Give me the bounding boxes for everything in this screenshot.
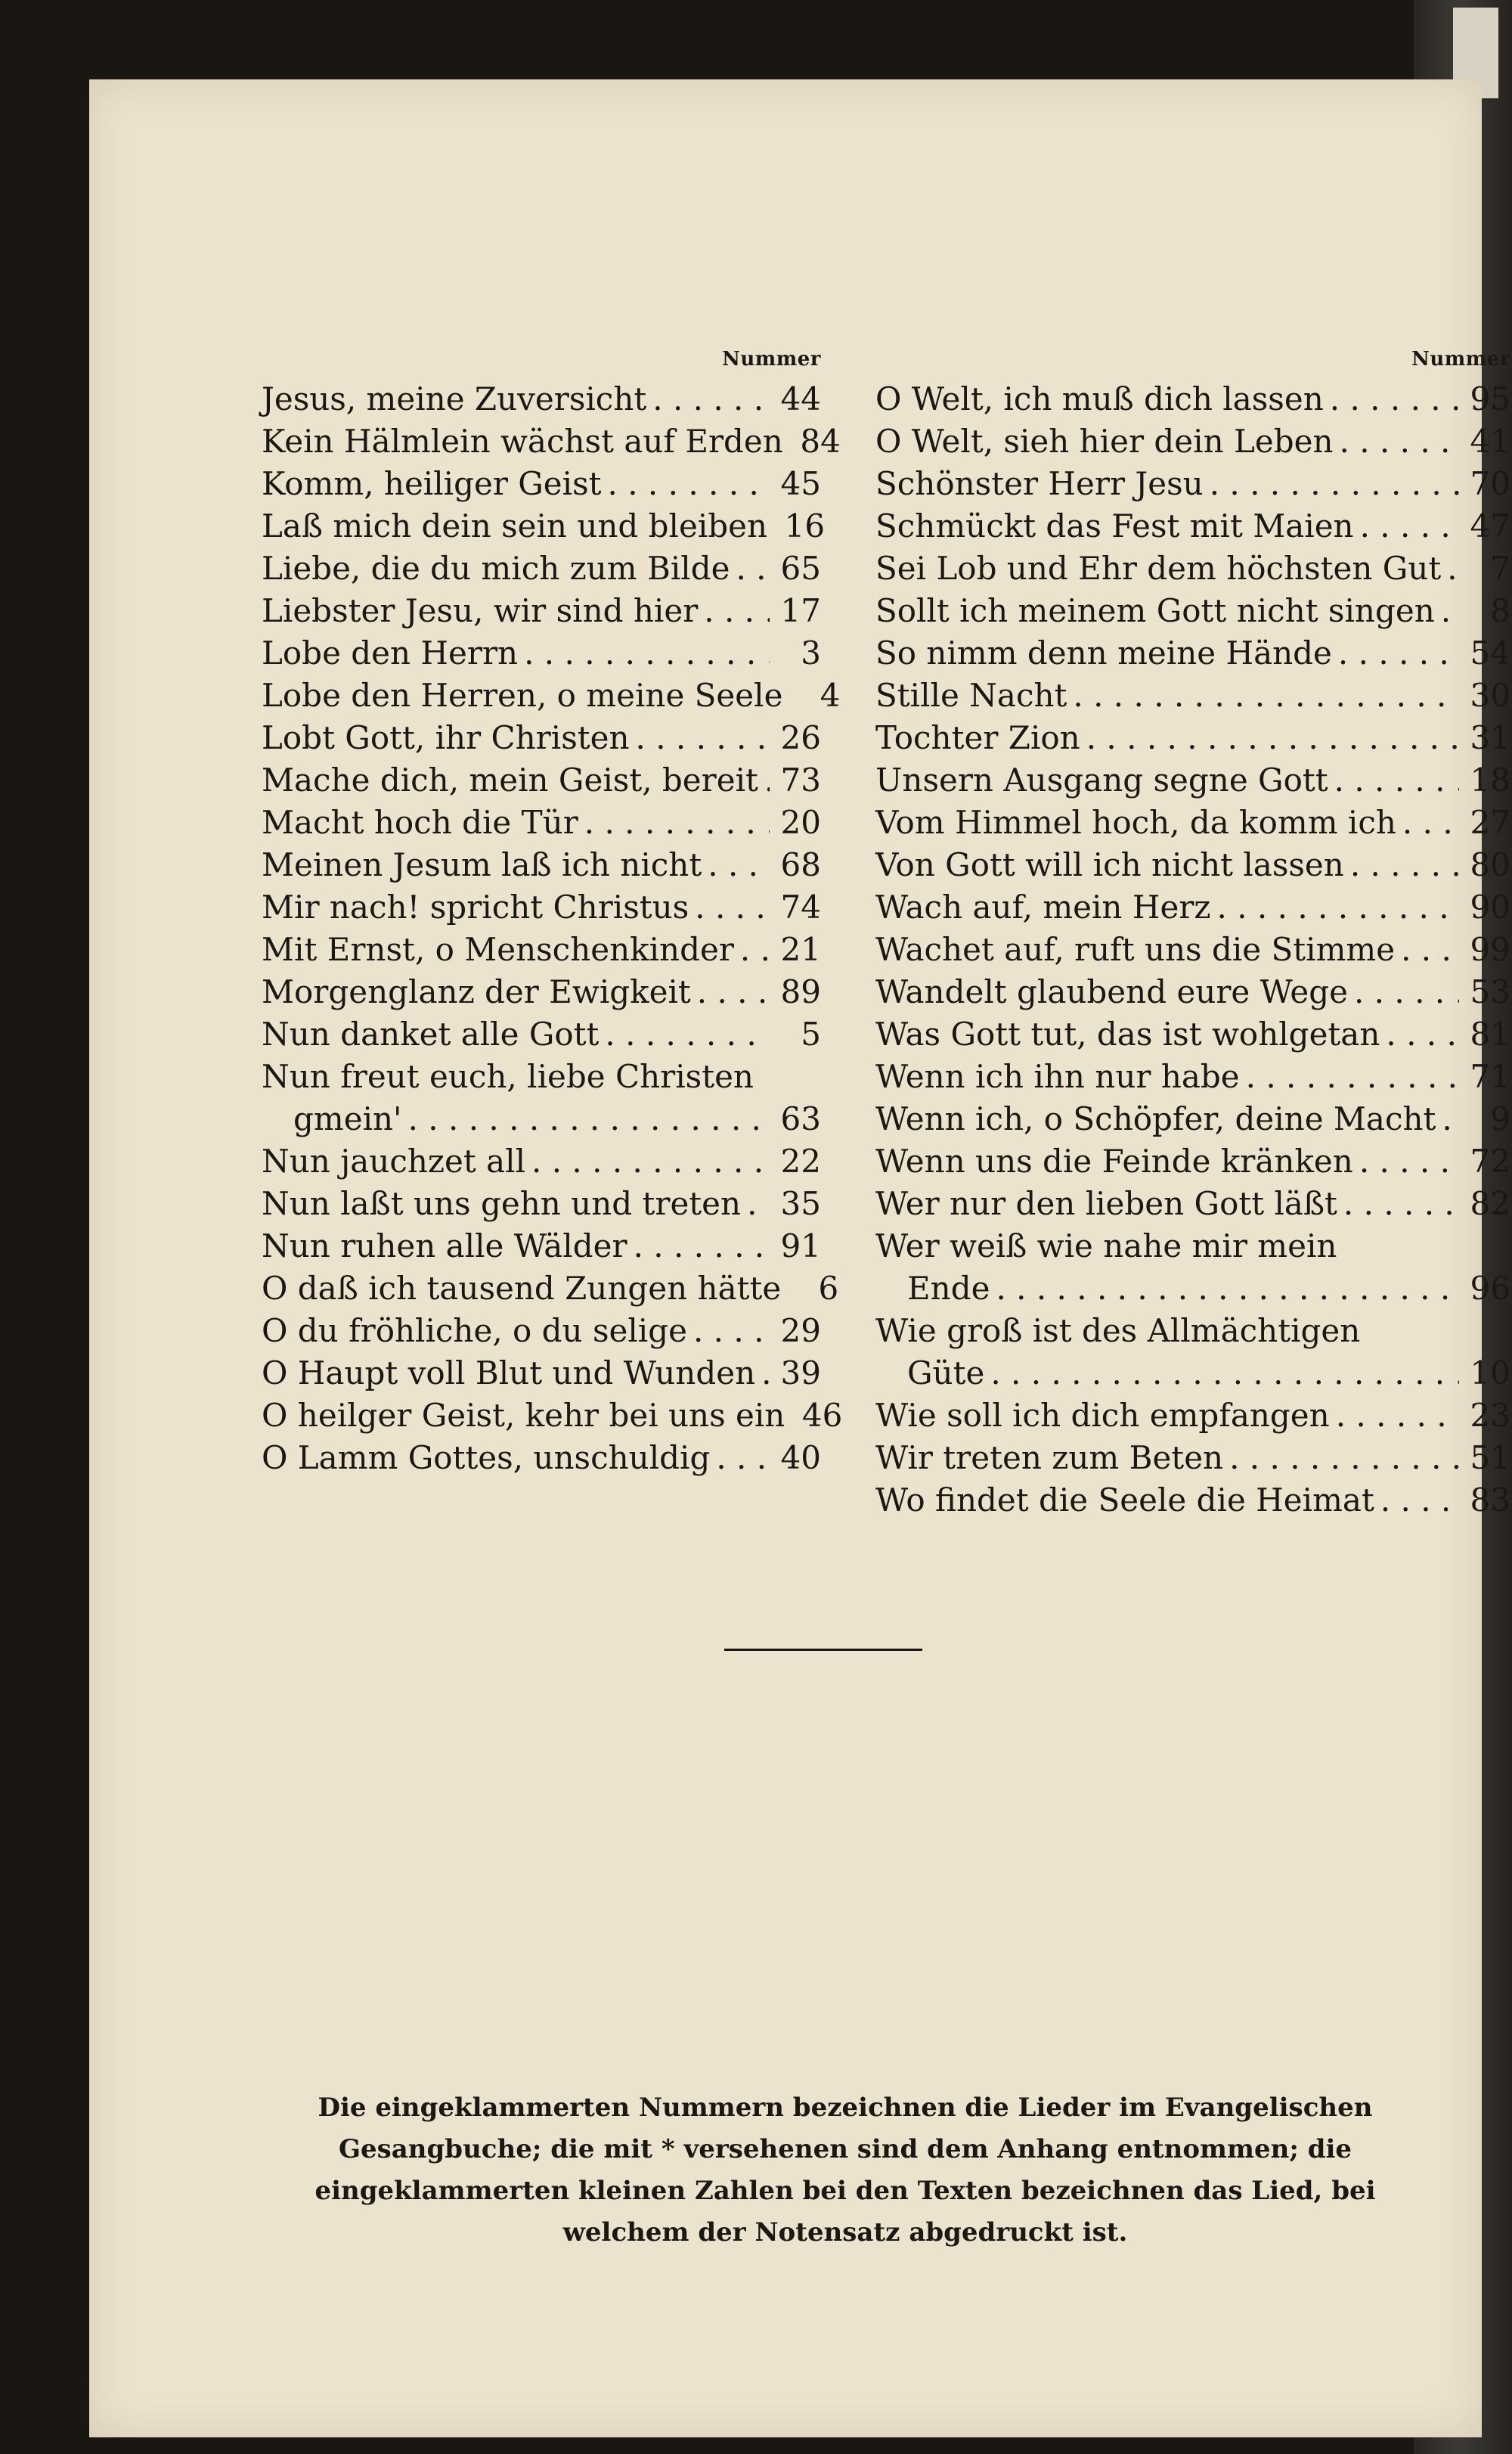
entry-title: Jesus, meine Zuversicht [262,380,647,417]
index-entry [262,929,821,971]
index-entry [262,1225,821,1267]
index-entry [875,759,1510,802]
index-entry [262,1140,821,1183]
index-entry [875,505,1510,548]
leader-dots [1210,463,1459,505]
entry-title: O Welt, sieh hier dein Leben [875,423,1334,460]
entry-title: Kein Hälmlein wächst auf Erden [262,423,783,460]
entry-number: 84 [800,423,841,460]
index-entry [875,1098,1510,1140]
entry-title: Wenn uns die Feinde kränken [875,1143,1353,1180]
entry-number: 95 [1470,380,1510,417]
entry-number: 17 [780,592,821,629]
index-entry [875,1479,1510,1522]
entry-title: Mir nach! spricht Christus [262,889,689,926]
entry-title: Nun ruhen alle Wälder [262,1227,627,1264]
entry-title: Schmückt das Fest mit Maien [875,507,1354,544]
leader-dots [704,590,770,632]
leader-dots [695,886,770,929]
entry-title: Unsern Ausgang segne Gott [875,762,1328,799]
entry-title: Liebster Jesu, wir sind hier [262,592,699,629]
entry-title: Wo findet die Seele die Heimat [875,1481,1374,1519]
entry-number: 4 [820,677,841,714]
entry-number: 83 [1470,1481,1510,1519]
leader-dots [1360,505,1459,548]
entry-title: Wenn ich ihn nur habe [875,1058,1240,1095]
index-entry [262,675,841,717]
leader-dots [1402,802,1459,844]
entry-number: 6 [818,1270,839,1307]
entry-title: O Haupt voll Blut und Wunden [262,1354,756,1391]
entry-number: 44 [780,380,821,417]
index-entry [875,717,1510,759]
leader-dots [990,1352,1459,1395]
index-entry [875,1056,1510,1098]
entry-title: Vom Himmel hoch, da komm ich [875,804,1396,841]
index-entry [875,1183,1510,1225]
entry-title: Wir treten zum Beten [875,1439,1224,1476]
index-entry [262,1352,821,1395]
entry-number: 63 [780,1100,821,1137]
entry-number: 18 [1470,762,1510,799]
entry-number: 30 [1470,677,1510,714]
index-entry [262,505,826,548]
entry-number: 74 [780,889,821,926]
index-entry [262,463,821,505]
entry-title: Wer weiß wie nahe mir mein [875,1227,1337,1264]
entry-title: Nun freut euch, liebe Christen [262,1058,754,1095]
entry-number: 71 [1470,1058,1510,1095]
entry-number: 54 [1470,634,1510,672]
leader-dots [697,971,770,1013]
leader-dots [1350,844,1459,886]
index-entry [875,1395,1510,1437]
leader-dots [747,1183,770,1225]
index-entry [875,590,1510,632]
entry-number: 80 [1470,846,1510,883]
index-entry [262,1310,821,1352]
entry-number: 53 [1470,973,1510,1010]
separator-rule [724,1649,922,1651]
leader-dots [605,1013,770,1056]
entry-number: 22 [780,1143,821,1180]
index-entry [262,420,841,463]
entry-title: Macht hoch die Tür [262,804,578,841]
leader-dots [996,1267,1459,1310]
entry-title: O heilger Geist, kehr bei uns ein [262,1397,785,1434]
entry-number: 90 [1470,889,1510,926]
index-entry-continuation [875,1352,1510,1395]
leader-dots [1401,929,1459,971]
index-entry [875,632,1510,675]
leader-dots [1229,1437,1459,1479]
index-entry [875,929,1510,971]
index-entry [875,844,1510,886]
index-entry [262,1013,821,1056]
index-entry [875,420,1510,463]
index-entry-continuation [875,1267,1510,1310]
entry-title: Was Gott tut, das ist wohlgetan [875,1016,1380,1053]
entry-title: Wachet auf, ruft uns die Stimme [875,931,1396,968]
entry-title-continuation: Ende [907,1270,990,1307]
entry-number: 41 [1470,423,1510,460]
entry-number: 73 [780,762,821,799]
index-entry [262,1183,821,1225]
entry-title: Mit Ernst, o Menschenkinder [262,931,734,968]
entry-number: 45 [780,465,821,502]
index-entry [262,1395,843,1437]
entry-title: Liebe, die du mich zum Bilde [262,550,730,587]
index-entry [875,802,1510,844]
entry-number: 91 [780,1227,821,1264]
leader-dots [761,1352,770,1395]
entry-number: 5 [801,1016,821,1053]
leader-dots [1441,590,1459,632]
entry-number: 96 [1470,1270,1510,1307]
entry-title-continuation: Güte [907,1354,985,1391]
leader-dots [1073,675,1459,717]
entry-title: Tochter Zion [875,719,1080,756]
column-header-left: Nummer [722,348,821,371]
index-entry [262,1437,821,1479]
entry-title: O Welt, ich muß dich lassen [875,380,1324,417]
entry-number: 20 [780,804,821,841]
index-entry [262,844,821,886]
entry-number: 68 [780,846,821,883]
index-entry [262,802,821,844]
footnote: Die eingeklammerten Nummern bezeichnen die Lieder im Evangelischen Gesangbuche; die mit * versehenen sind dem Anhang entnommen; die eingeklammerten kleinen Zahlen bei den Texten bezeichnen das Lied, bei welchem der Notensatz abgedruckt ist. [314,2093,1376,2248]
entry-title: Wie groß ist des Allmächtigen [875,1312,1361,1349]
entry-title: Sollt ich meinem Gott nicht singen [875,592,1435,629]
entry-title: O Lamm Gottes, unschuldig [262,1439,711,1476]
entry-number: 10 [1470,1354,1510,1391]
leader-dots [693,1310,770,1352]
index-entry [262,759,821,802]
entry-number: 70 [1470,465,1510,502]
index-entry [262,1056,821,1098]
entry-title: Nun jauchzet all [262,1143,526,1180]
index-entry [875,463,1510,505]
entry-title: Lobe den Herren, o meine Seele [262,677,783,714]
entry-number: 99 [1470,931,1510,968]
leader-dots [1334,759,1459,802]
leader-dots [636,717,770,759]
leader-dots [1442,1098,1459,1140]
index-entry [875,1140,1510,1183]
leader-dots [1338,632,1459,675]
entry-number: 16 [784,507,826,544]
entry-title: Wenn ich, o Schöpfer, deine Macht [875,1100,1436,1137]
entry-number: 21 [780,931,821,968]
leader-dots [708,844,770,886]
entry-title: Wandelt glaubend eure Wege [875,973,1348,1010]
leader-dots [1330,378,1459,420]
index-column-right [875,348,1510,1522]
leader-dots [1447,548,1459,590]
entry-title: So nimm denn meine Hände [875,634,1332,672]
leader-dots [608,463,770,505]
entry-title-continuation: gmein' [293,1100,402,1137]
leader-dots [652,378,770,420]
entry-number: 35 [780,1185,821,1222]
leader-dots [1246,1056,1459,1098]
entry-title: Wach auf, mein Herz [875,889,1211,926]
leader-dots [1354,971,1459,1013]
entry-title: Lobt Gott, ihr Christen [262,719,630,756]
index-entry [262,1267,839,1310]
leader-dots [524,632,770,675]
entry-title: O daß ich tausend Zungen hätte [262,1270,782,1307]
index-entry [262,548,821,590]
entry-title: Komm, heiliger Geist [262,465,602,502]
entry-title: Von Gott will ich nicht lassen [875,846,1344,883]
entry-number: 27 [1470,804,1510,841]
entry-title: Stille Nacht [875,677,1067,714]
index-list-right [875,378,1510,1522]
index-entry [262,971,821,1013]
index-entry [262,378,821,420]
entry-number: 72 [1470,1143,1510,1180]
leader-dots [531,1140,770,1183]
entry-number: 51 [1470,1439,1510,1476]
index-entry [875,548,1510,590]
index-list-left [262,378,843,1479]
leader-dots [764,759,770,802]
index-entry [262,886,821,929]
entry-number: 39 [780,1354,821,1391]
entry-number: 26 [780,719,821,756]
leader-dots [1340,420,1459,463]
entry-title: Morgenglanz der Ewigkeit [262,973,691,1010]
entry-number: 31 [1470,719,1510,756]
entry-title: Schönster Herr Jesu [875,465,1204,502]
index-entry [875,1437,1510,1479]
entry-title: Lobe den Herrn [262,634,519,672]
entry-title: Sei Lob und Ehr dem höchsten Gut [875,550,1442,587]
entry-number: 3 [801,634,821,672]
leader-dots [1386,1013,1459,1056]
leader-dots [1086,717,1459,759]
index-entry [875,971,1510,1013]
index-entry [875,1013,1510,1056]
entry-title: Wie soll ich dich empfangen [875,1397,1330,1434]
leader-dots [1336,1395,1459,1437]
entry-title: Nun danket alle Gott [262,1016,600,1053]
entry-number: 46 [801,1397,843,1434]
book-page [89,79,1510,2437]
index-entry [875,378,1510,420]
entry-title: Wer nur den lieben Gott läßt [875,1185,1337,1222]
entry-title: Mache dich, mein Geist, bereit [262,762,758,799]
index-entry [262,717,821,759]
entry-number: 23 [1470,1397,1510,1434]
leader-dots [740,929,770,971]
leader-dots [736,548,770,590]
entry-title: Meinen Jesum laß ich nicht [262,846,702,883]
index-entry-continuation [262,1098,821,1140]
leader-dots [1359,1140,1459,1183]
entry-number: 9 [1490,1100,1510,1137]
entry-number: 89 [780,973,821,1010]
entry-number: 40 [780,1439,821,1476]
entry-number: 47 [1470,507,1510,544]
index-entry [875,886,1510,929]
entry-number: 65 [780,550,821,587]
index-entry [262,590,821,632]
index-entry [875,1310,1510,1352]
leader-dots [1217,886,1459,929]
entry-number: 29 [780,1312,821,1349]
leader-dots [634,1225,770,1267]
entry-title: Laß mich dein sein und bleiben [262,507,768,544]
column-header-right: Nummer [1411,348,1510,371]
entry-title: Nun laßt uns gehn und treten [262,1185,742,1222]
entry-number: 81 [1470,1016,1510,1053]
leader-dots [1343,1183,1459,1225]
leader-dots [716,1437,770,1479]
leader-dots [408,1098,770,1140]
entry-number: 7 [1490,550,1510,587]
index-entry [875,675,1510,717]
leader-dots [1380,1479,1459,1522]
entry-number: 82 [1470,1185,1510,1222]
entry-number: 8 [1490,592,1510,629]
entry-title: O du fröhliche, o du selige [262,1312,687,1349]
index-column-left [262,348,843,1479]
index-entry [262,632,821,675]
index-entry [875,1225,1510,1267]
leader-dots [584,802,770,844]
